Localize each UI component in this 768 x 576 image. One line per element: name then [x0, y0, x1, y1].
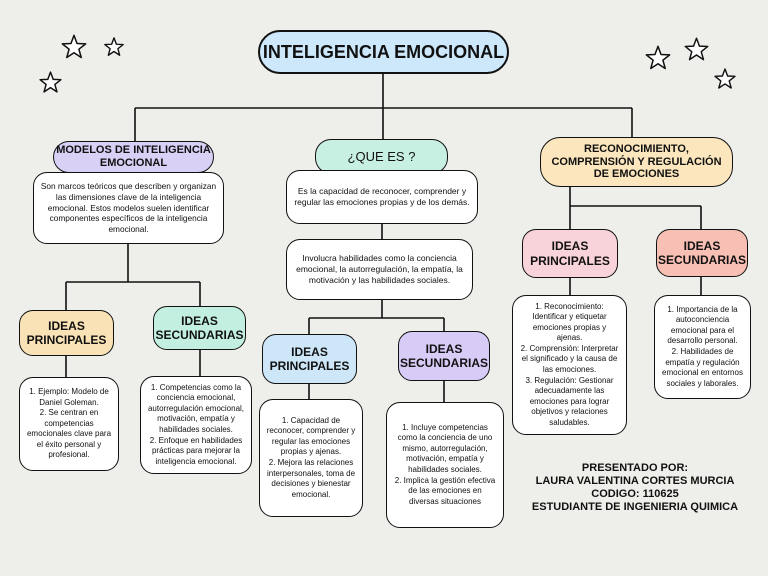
models-secondary-ideas-text: 1. Competencias como la conciencia emocional, autorregulación emocional, motivación, empatía y habilidades sociales. 2. Enfoque en habilidades prácticas para mejorar la inteligencia emocional. [140, 376, 252, 474]
connector-title [135, 73, 632, 142]
recognition-secondary-ideas-label: IDEAS SECUNDARIAS [656, 229, 748, 277]
star-icon [38, 70, 63, 95]
map-title: INTELIGENCIA EMOCIONAL [258, 30, 509, 74]
credits [518, 462, 752, 514]
models-main-ideas-label: IDEAS PRINCIPALES [19, 310, 114, 356]
what-is-description: Es la capacidad de reconocer, comprender y regular las emociones propias y de los demás. [286, 170, 478, 224]
models-description: Son marcos teóricos que describen y organizan las dimensiones clave de la inteligencia emocional. Estos modelos suelen identificar componentes específicos de la inteligencia emocional. [33, 172, 224, 244]
star-icon [103, 36, 125, 58]
recognition-main-ideas-label: IDEAS PRINCIPALES [522, 229, 618, 278]
credits-program: ESTUDIANTE DE INGENIERIA QUIMICA [531, 500, 739, 513]
recognition-secondary-ideas-text: 1. Importancia de la autoconciencia emocional para el desarrollo personal. 2. Habilidades de empatía y regulación emocional en entornos sociales y laborales. [654, 295, 751, 399]
credits-presented-by: PRESENTADO POR: [581, 462, 689, 474]
models-main-ideas-text: 1. Ejemplo: Modelo de Daniel Goleman. 2. Se centran en competencias emocionales clave para el éxito personal y profesional. [19, 377, 119, 471]
recognition-heading: RECONOCIMIENTO, COMPRENSIÓN Y REGULACIÓN DE EMOCIONES [540, 137, 733, 187]
what-is-heading: ¿QUE ES ? [315, 139, 448, 174]
what-is-secondary-ideas-label: IDEAS SECUNDARIAS [398, 331, 490, 381]
star-icon [683, 36, 710, 63]
star-icon [60, 33, 88, 61]
credits-author: LAURA VALENTINA CORTES MURCIA [535, 474, 735, 487]
what-is-main-ideas-label: IDEAS PRINCIPALES [262, 334, 357, 384]
models-secondary-ideas-label: IDEAS SECUNDARIAS [153, 306, 246, 350]
star-icon [713, 67, 737, 91]
what-is-secondary-ideas-text: 1. Incluye competencias como la conciencia de uno mismo, autorregulación, motivación, empatía y habilidades sociales. 2. Implica la gestión efectiva de las emociones en diversas situaciones [386, 402, 504, 528]
models-heading: MODELOS DE INTELIGENCIA EMOCIONAL [53, 141, 214, 173]
star-icon [644, 44, 672, 72]
recognition-main-ideas-text: 1. Reconocimiento: Identificar y etiquetar emociones propias y ajenas. 2. Comprensión: Interpretar el significado y la causa de las emociones. 3. Regulación: Gestionar adecuadamente las emociones para lograr objetivos y relaciones saludables. [512, 295, 627, 435]
what-is-skills: Involucra habilidades como la conciencia emocional, la autorregulación, la empatía, la motivación y las habilidades sociales. [286, 239, 473, 300]
credits-code: CODIGO: 110625 [591, 487, 679, 500]
what-is-main-ideas-text: 1. Capacidad de reconocer, comprender y regular las emociones propias y ajenas. 2. Mejora las relaciones interpersonales, toma de decisiones y bienestar emocional. [259, 399, 363, 517]
